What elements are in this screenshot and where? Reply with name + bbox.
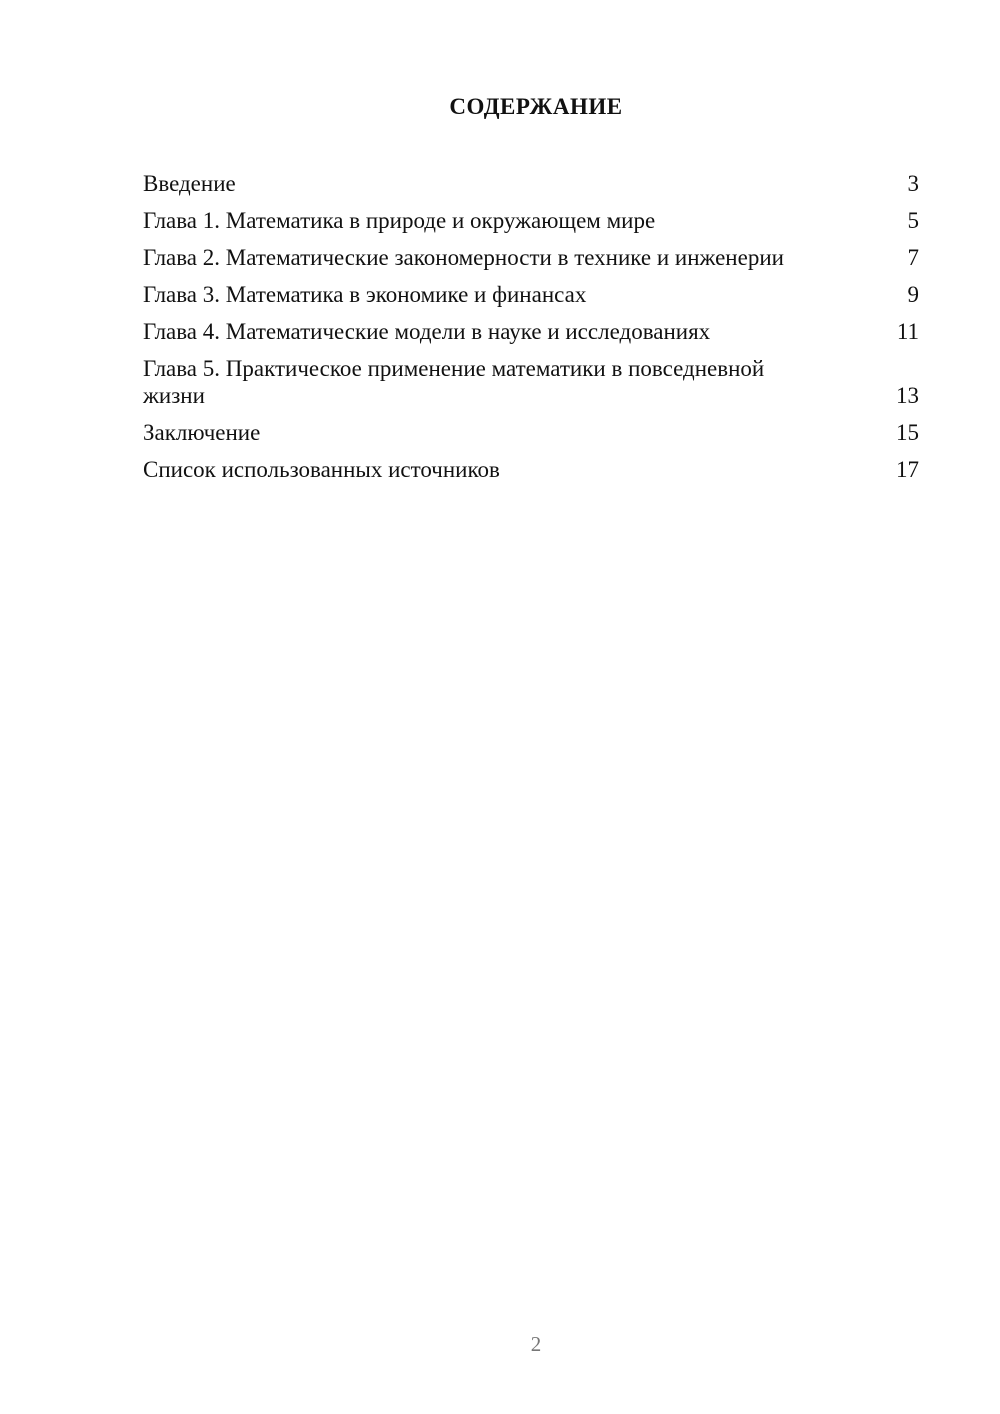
toc-entry-label: Глава 1. Математика в природе и окружающем мире	[143, 208, 656, 233]
toc-entry-chapter-3	[143, 281, 919, 308]
toc-title: СОДЕРЖАНИЕ	[449, 94, 623, 119]
toc-entry-page: 5	[907, 208, 919, 233]
page-number: 2	[530, 1332, 542, 1356]
toc-entry-label: Глава 4. Математические модели в науке и исследованиях	[143, 319, 711, 344]
toc-entry-page: 3	[907, 171, 919, 196]
toc-entry-page: 7	[907, 245, 919, 270]
toc-entry-label: Введение	[143, 171, 236, 196]
toc-entry-references	[143, 456, 919, 483]
toc-entry-page: 9	[907, 282, 919, 307]
toc-entry-label: Глава 5. Практическое применение математики в повседневной жизни	[143, 356, 765, 408]
toc-entry-page: 17	[896, 457, 919, 482]
toc-entry-chapter-2	[143, 244, 919, 271]
toc-entry-conclusion	[143, 419, 919, 446]
toc-entry-page: 11	[896, 319, 919, 344]
toc-entry-label: Список использованных источников	[143, 457, 500, 482]
toc-entry-introduction	[143, 170, 919, 197]
toc-entry-label: Заключение	[143, 420, 261, 445]
toc-entry-page: 15	[896, 420, 919, 445]
toc-entry-chapter-5	[143, 355, 919, 409]
toc-entry-page: 13	[896, 383, 919, 408]
toc-entry-label: Глава 3. Математика в экономике и финансах	[143, 282, 587, 307]
toc-entry-chapter-1	[143, 207, 919, 234]
table-of-contents	[143, 170, 919, 493]
toc-entry-label: Глава 2. Математические закономерности в технике и инженерии	[143, 245, 784, 270]
toc-entry-chapter-4	[143, 318, 919, 345]
